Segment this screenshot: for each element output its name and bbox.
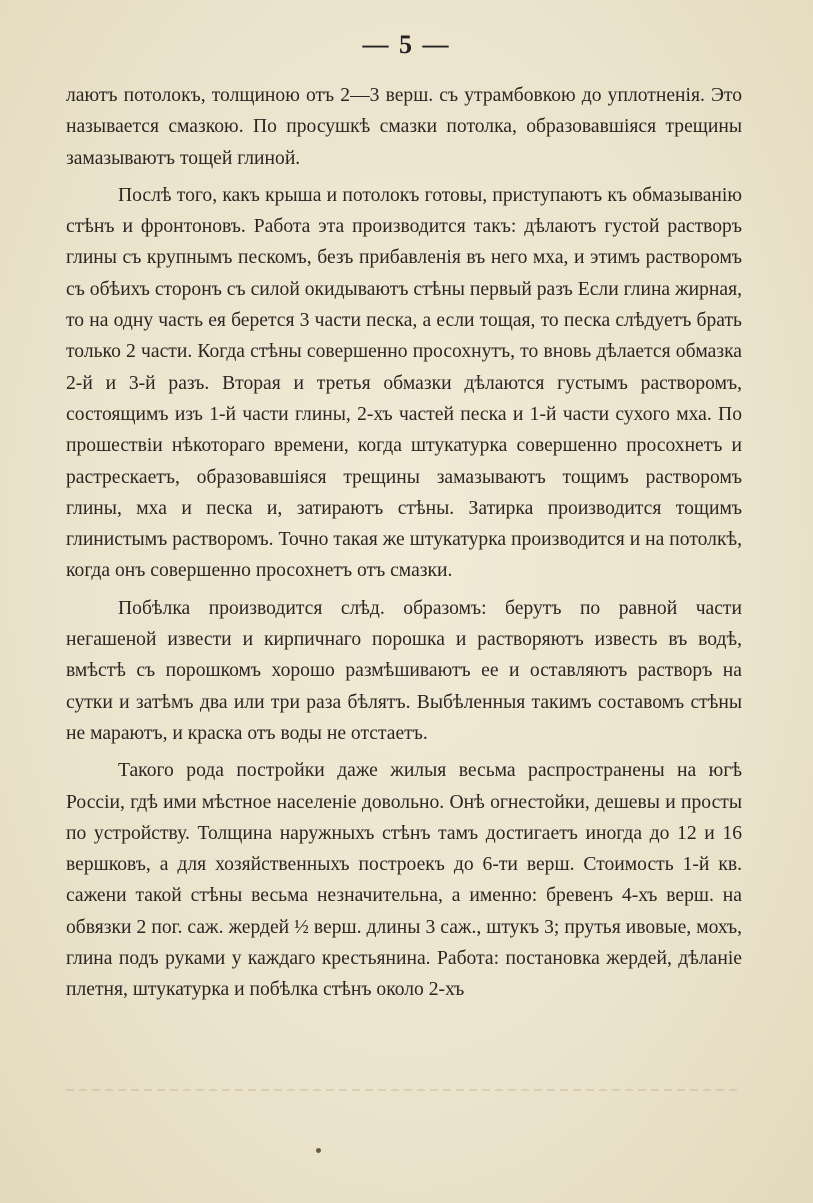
paragraph-4: Такого рода постройки даже жилыя весьма распространены на югѣ Россіи, гдѣ ими мѣстное населеніе довольно. Онѣ огнестойки, дешевы и просты по устройству. Толщина наружныхъ стѣнъ тамъ достигаетъ иногда до 12 и 16 вершковъ, а для хозяйственныхъ построекъ до 6-ти верш. Стоимость 1-й кв. сажени такой стѣны весьма незначительна, а именно: бревенъ 4-хъ верш. на обвязки 2 пог. саж. жердей ½ верш. длины 3 саж., штукъ 3; прутья ивовые, мохъ, глина подъ руками у каждаго крестьянина. Работа: постановка жердей, дѣланіе плетня, штукатурка и побѣлка стѣнъ около 2-хъ	[66, 760, 742, 1001]
ink-dot	[316, 1148, 321, 1153]
paragraph-2: Послѣ того, какъ крыша и потолокъ готовы, приступаютъ къ обмазыванію стѣнъ и фронтоновъ. Работа эта производится такъ: дѣлаютъ густой растворъ глины съ крупнымъ пескомъ, безъ прибавленія въ него мха, и этимъ растворомъ съ обѣихъ сторонъ съ силой окидываютъ стѣны первый разъ Если глина жирная, то на одну часть ея берется 3 части песка, а если тощая, то песка слѣдуетъ брать только 2 части. Когда стѣны совершенно просохнутъ, то вновь дѣлается обмазка 2-й и 3-й разъ. Вторая и третья обмазки дѣлаются густымъ растворомъ, состоящимъ изъ 1-й части глины, 2-хъ частей песка и 1-й части сухого мха. По прошествіи нѣкотораго времени, когда штукатурка совершенно просохнетъ и растрескаетъ, образовавшіяся трещины замазываютъ тощимъ растворомъ глины, мха и песка и, затираютъ стѣны. Затирка производится тощимъ глинистымъ растворомъ. Точно такая же штукатурка производится и на потолкѣ, когда онъ совершенно просохнетъ отъ смазки.	[66, 184, 742, 582]
body-text	[66, 80, 742, 1006]
paragraph-1: лаютъ потолокъ, толщиною отъ 2—3 верш. съ утрамбовкою до уплотненія. Это называется смазкою. По просушкѣ смазки потолка, образовавшіяся трещины замазываютъ тощей глиной.	[66, 85, 742, 169]
show-through-bleed	[66, 1083, 742, 1099]
page-number: — 5 —	[362, 30, 451, 59]
paragraph-3: Побѣлка производится слѣд. образомъ: берутъ по равной части негашеной извести и кирпичнаго порошка и растворяютъ известь въ водѣ, вмѣстѣ съ порошкомъ хорошо размѣшиваютъ ее и оставляютъ растворъ на сутки и затѣмъ два или три раза бѣлятъ. Выбѣленныя такимъ составомъ стѣны не мараютъ, и краска отъ воды не отстаетъ.	[66, 597, 742, 744]
